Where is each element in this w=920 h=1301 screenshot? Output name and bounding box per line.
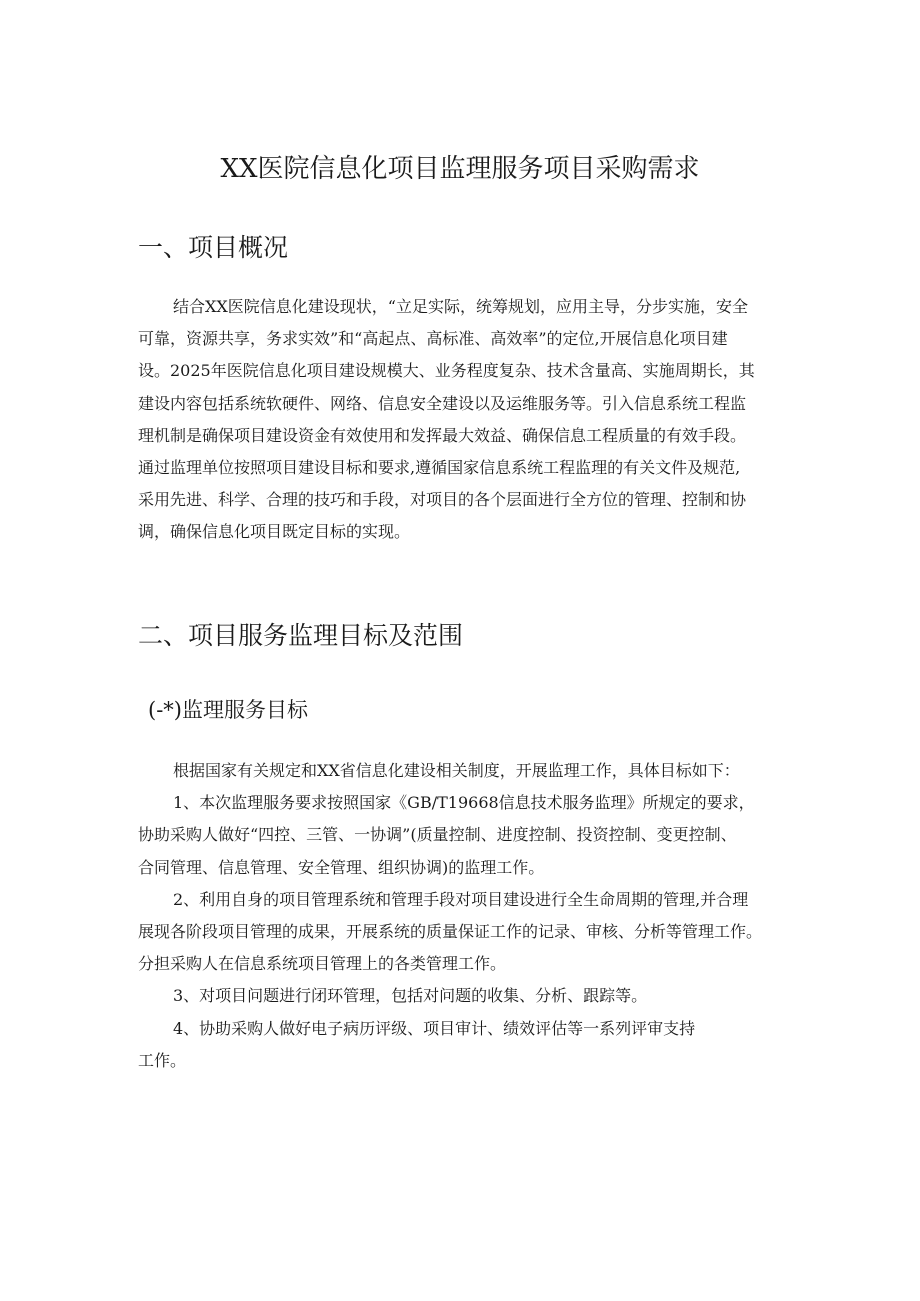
intro-line: 根据国家有关规定和XX省信息化建设相关制度，开展监理工作，具体目标如下： <box>173 761 740 780</box>
goal-item-3-line: 3、对项目问题进行闭环管理，包括对问题的收集、分析、跟踪等。 <box>173 986 648 1006</box>
goal-item-2-line: 展现各阶段项目管理的成果，开展系统的质量保证工作的记录、审核、分析等管理工作。 <box>138 922 763 942</box>
goal-item-1-line: 协助采购人做好“四控、三管、一协调”(质量控制、进度控制、投资控制、变更控制、 <box>138 825 737 845</box>
paragraph-line: 设。2025年医院信息化项目建设规模大、业务程度复杂、技术含量高、实施周期长，其 <box>138 361 755 381</box>
paragraph-line: 理机制是确保项目建设资金有效使用和发挥最大效益、确保信息工程质量的有效手段。 <box>138 425 747 445</box>
paragraph-line: 结合XX医院信息化建设现状，“立足实际，统筹规划，应用主导，分步实施，安全 <box>173 297 748 316</box>
paragraph-line: 调，确保信息化项目既定目标的实现。 <box>138 522 411 542</box>
paragraph-line: 建设内容包括系统软硬件、网络、信息安全建设以及运维服务等。引入信息系统工程监 <box>138 393 747 413</box>
service-goals-body <box>138 755 788 1077</box>
goal-item-1-line: 1、本次监理服务要求按照国家《GB/T19668信息技术服务监理》所规定的要求， <box>173 793 755 813</box>
paragraph-line: 通过监理单位按照项目建设目标和要求,遵循国家信息系统工程监理的有关文件及规范, <box>138 458 741 478</box>
section-overview-body <box>138 291 788 549</box>
section-heading-overview: 一、项目概况 <box>138 233 289 262</box>
document-title: XX医院信息化项目监理服务项目采购需求 <box>220 154 700 184</box>
subsection-heading-service-goals: (-*)监理服务目标 <box>148 698 308 722</box>
section-heading-goals-scope: 二、项目服务监理目标及范围 <box>138 621 464 650</box>
goal-item-2-line: 分担采购人在信息系统项目管理上的各类管理工作。 <box>138 954 507 974</box>
goal-item-2-line: 2、利用自身的项目管理系统和管理手段对项目建设进行全生命周期的管理,并合理 <box>173 889 749 909</box>
goal-item-1-line: 合同管理、信息管理、安全管理、组织协调)的监理工作。 <box>138 857 545 877</box>
goal-item-4-line: 4、协助采购人做好电子病历评级、项目审计、绩效评估等一系列评审支持 <box>173 1018 696 1038</box>
goal-item-4-line: 工作。 <box>138 1050 187 1070</box>
paragraph-line: 可靠，资源共享，务求实效”和“高起点、高标准、高效率”的定位,开展信息化项目建 <box>138 329 728 349</box>
paragraph-line: 采用先进、科学、合理的技巧和手段，对项目的各个层面进行全方位的管理、控制和协 <box>138 490 747 510</box>
